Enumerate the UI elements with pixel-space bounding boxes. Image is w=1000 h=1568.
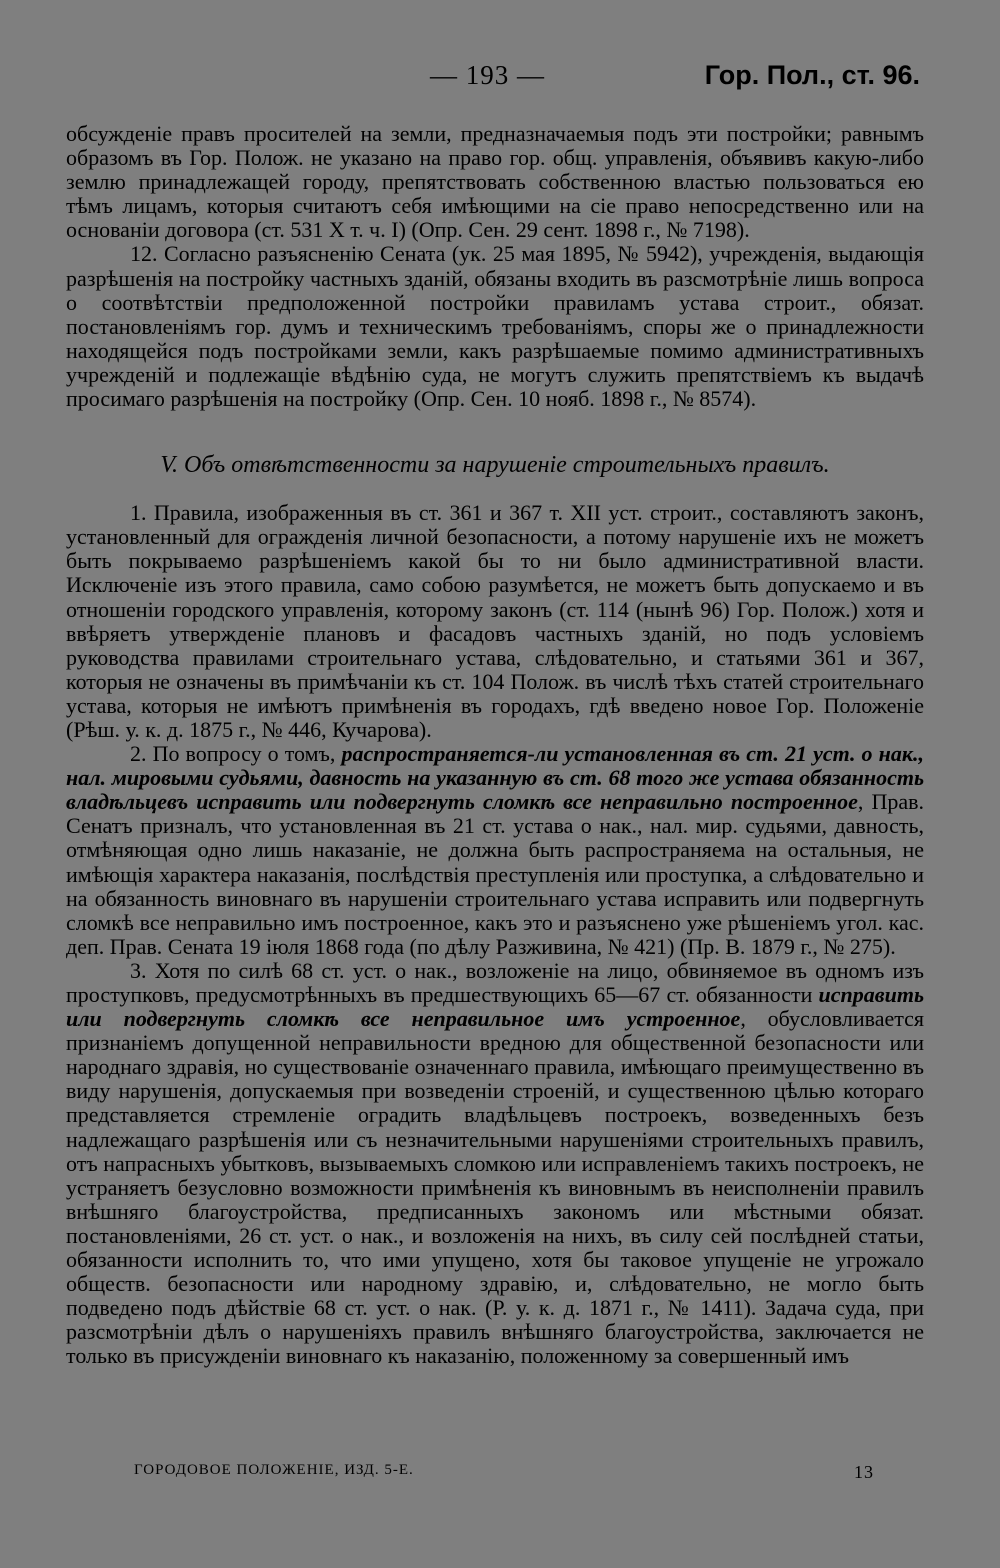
paragraph-2-rest: , Прав. Сенатъ призналъ, что установленная въ 21 ст. устава о нак., нал. мир. судьями, давность, отмѣняющая одно лишь наказаніе, не должна быть распространяема на остальныя, не имѣющія характера наказанія, послѣдствія преступленія или проступка, а слѣдовательно и на обязанность виновнаго въ нарушеніи строительнаго устава исправить или подвергнуть сломкѣ все неправильно имъ построенное, какъ это и разъяснено уже рѣшеніемъ угол. кас. деп. Прав. Сената 19 іюля 1868 года (по дѣлу Разживина, № 421) (Пр. В. 1879 г., № 275). — [66, 789, 924, 959]
page-footer — [134, 1462, 874, 1492]
page-body — [66, 122, 924, 1369]
section-heading: V. Объ отвѣтственности за нарушеніе строительныхъ правилъ. — [160, 452, 830, 479]
paragraph-12: 12. Согласно разъясненію Сената (ук. 25 мая 1895, № 5942), учрежденія, выдающія разрѣшенія на постройку частныхъ зданій, обязаны входить въ разсмотрѣніе лишь вопроса о соотвѣтствіи предположенной постройки правиламъ устава строит., обязат. постановленіямъ гор. думъ и техническимъ требованіямъ, споры же о принадлежности находящейся подъ постройками земли, какъ разрѣшаемые помимо административныхъ учрежденій и подлежащіе вѣдѣнію суда, не могутъ служить препятствіемъ къ выдачѣ просимаго разрѣшенія на постройку (Опр. Сен. 10 нояб. 1898 г., № 8574). — [66, 241, 924, 412]
page-header — [0, 60, 1000, 100]
paragraph-2-emphasis: распространяется-ли установленная въ ст. 21 уст. о нак., нал. мировыми судьями, давность на указанную въ ст. 68 того же устава обязанность владѣльцевъ исправить или подвергнуть сломкѣ все неправильно построенное — [66, 741, 924, 815]
signature-mark: ГОРОДОВОЕ ПОЛОЖЕНІЕ, ИЗД. 5-Е. — [134, 1462, 414, 1478]
paragraph-3-rest: , обусловливается признаніемъ допущенной неправильности вредною для общественной безопасности или народнаго здравія, но существованіе означеннаго правила, имѣющаго преимущественно въ виду нарушенія, допускаемыя при возведеніи строеній, и существенною цѣлью котораго представляется стремленіе оградить владѣльцевъ построекъ, возведенныхъ безъ надлежащаго разрѣшенія или съ незначительными нарушеніями строительныхъ правилъ, отъ напрасныхъ убытковъ, вызываемыхъ сломкою или исправленіемъ такихъ построекъ, не устраняетъ безусловно возможности примѣненія къ виновнымъ въ неисполненіи правилъ внѣшняго благоустройства, предписанныхъ закономъ или мѣстными обязат. постановленіями, 26 ст. уст. о нак., и возложенія на нихъ, въ силу сей послѣдней статьи, обязанности исполнить то, что ими упущено, хотя бы таковое упущеніе не угрожало обществ. безопасности или народному здравію, и, слѣдовательно, не могло быть подведено подъ дѣйствіе 68 ст. уст. о нак. (Р. у. к. д. 1871 г., № 1411). Задача суда, при разсмотрѣніи дѣлъ о нарушеніяхъ правилъ внѣшняго благоустройства, заключается не только въ присужденіи виновнаго къ наказанію, положенному за совершенный имъ — [66, 1006, 925, 1369]
sheet-number: 13 — [854, 1462, 874, 1482]
paragraph-2 — [66, 742, 924, 959]
paragraph-3 — [66, 959, 924, 1369]
paragraph-continuation: обсужденіе правъ просителей на земли, предназначаемыя подъ эти постройки; равнымъ образомъ въ Гор. Полож. не указано на право гор. общ. управленія, объявивъ какую-либо землю принадлежащей городу, препятствовать собственною властью пользоваться ею тѣмъ лицамъ, которыя считаютъ себя имѣющими на сіе право непосредственно или на основаніи договора (ст. 531 X т. ч. I) (Опр. Сен. 29 сент. 1898 г., № 7198). — [66, 121, 924, 243]
paragraph-3-start: 3. Хотя по силѣ 68 ст. уст. о нак., возложеніе на лицо, обвиняемое въ одномъ изъ проступковъ, предусмотрѣнныхъ въ предшествующихъ 65—67 ст. обязанности — [66, 957, 924, 1007]
page-number: — 193 — — [430, 60, 545, 90]
running-title: Гор. Пол., ст. 96. — [704, 60, 920, 90]
paragraph-3-emphasis: исправить или подвергнуть сломкѣ все неправильное имъ устроенное — [66, 982, 924, 1032]
paragraph-2-start: 2. По вопросу о томъ, — [130, 741, 342, 767]
paragraph-1: 1. Правила, изображенныя въ ст. 361 и 367 т. XII уст. строит., составляютъ законъ, установленный для огражденія личной безопасности, а потому нарушеніе ихъ не можетъ быть покрываемо разрѣшеніемъ какой бы то ни было административной власти. Исключеніе изъ этого правила, само собою разумѣется, не можетъ быть допускаемо и въ отношеніи городского управленія, которому законъ (ст. 114 (нынѣ 96) Гор. Полож.) хотя и ввѣряетъ утвержденіе плановъ и фасадовъ частныхъ зданій, но подъ условіемъ руководства правилами строительнаго устава, слѣдовательно, и статьями 361 и 367, которыя не означены въ примѣчаніи къ ст. 104 Полож. въ числѣ тѣхъ статей строительнаго устава, которыя не имѣютъ примѣненія въ городахъ, гдѣ введено новое Гор. Положеніе (Рѣш. у. к. д. 1875 г., № 446, Кучарова). — [66, 500, 924, 742]
